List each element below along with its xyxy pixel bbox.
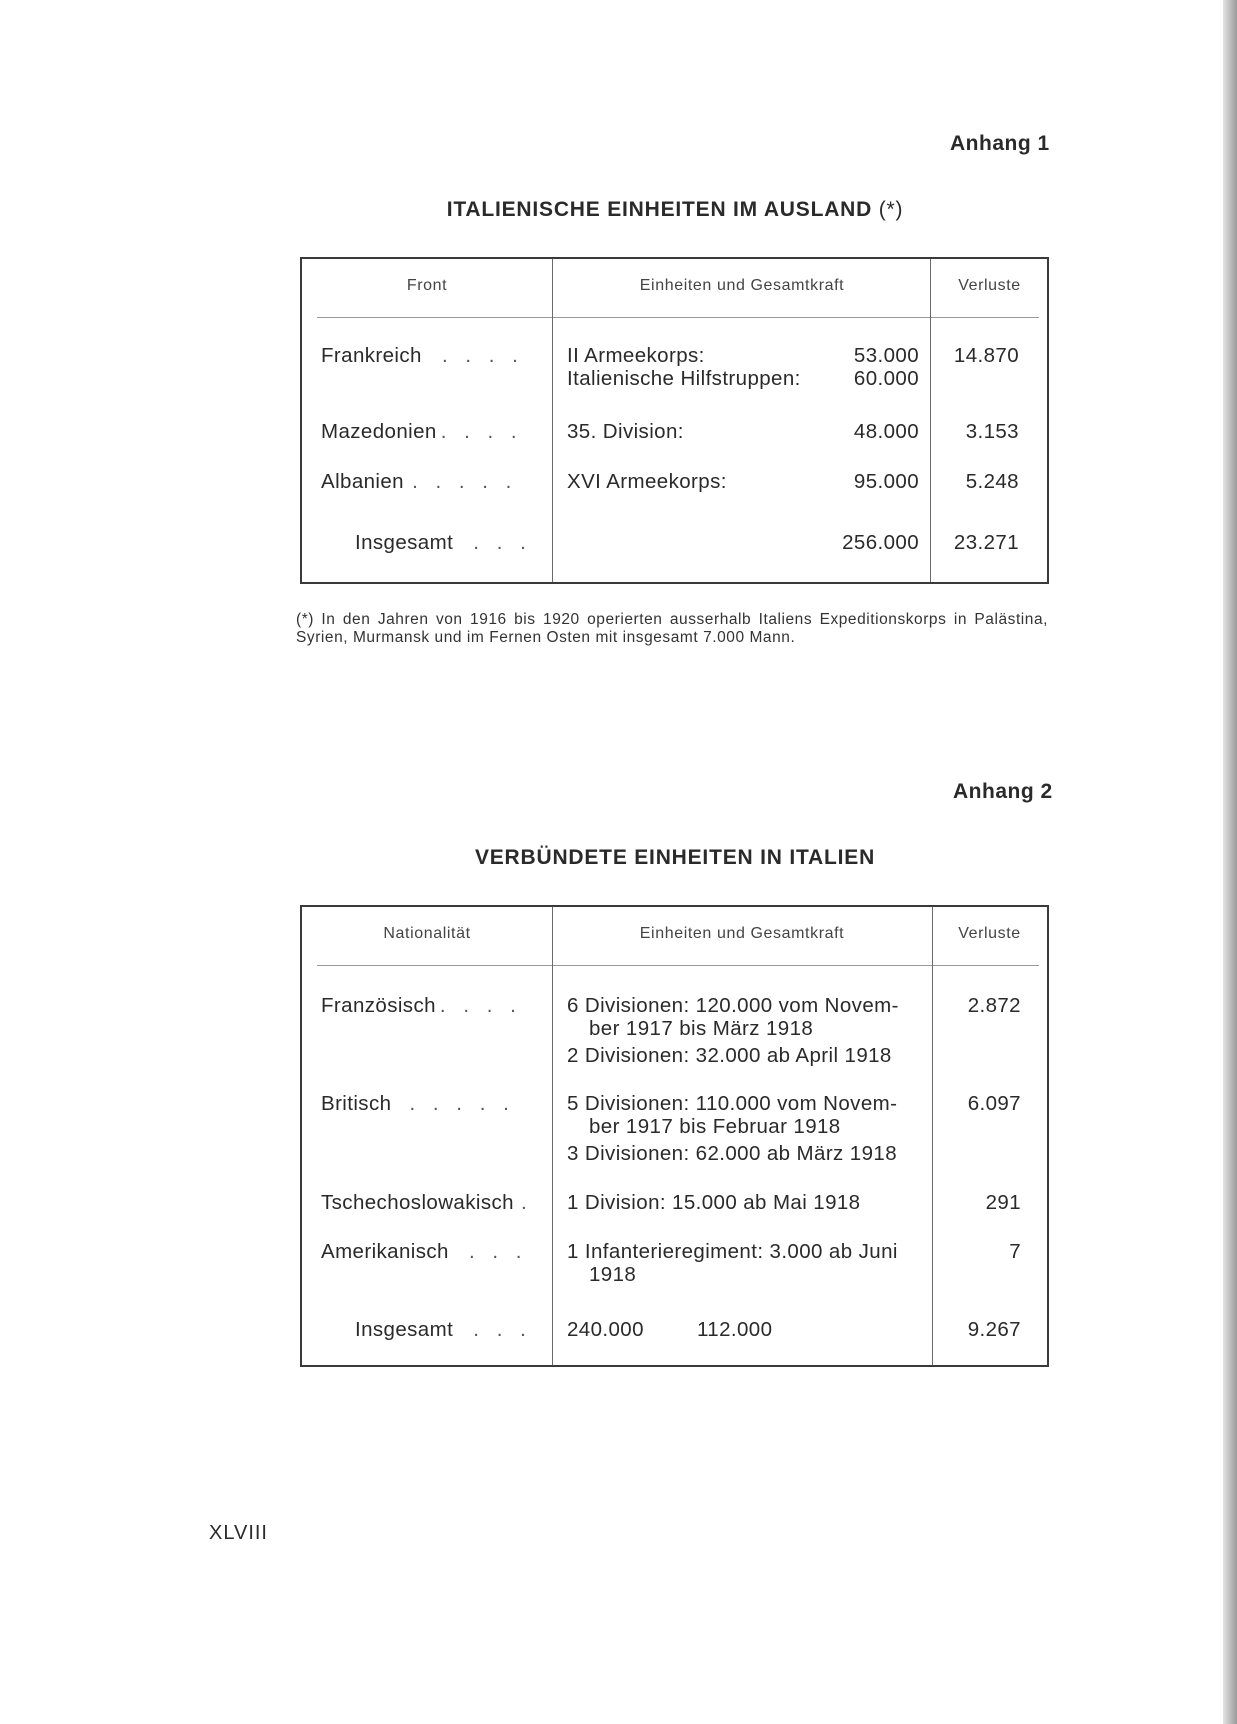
total-label: Insgesamt . . .	[355, 531, 532, 554]
header-losses: Verluste	[958, 277, 1021, 294]
leader-dots: . . . .	[439, 994, 522, 1017]
page-edge-shadow	[1223, 0, 1237, 1724]
leader-dots: . . . .	[441, 344, 524, 367]
unit-strength: 48.000	[853, 420, 919, 443]
appendix-1-table-header	[302, 259, 1047, 317]
losses-value: 7	[1009, 1240, 1021, 1263]
units-line: ber 1917 bis Februar 1918	[589, 1115, 841, 1138]
unit-name: 35. Division:	[567, 420, 684, 443]
appendix-2-label: Anhang 2	[953, 780, 1053, 803]
units-line: 1918	[589, 1263, 637, 1286]
leader-dots: . . . .	[440, 420, 523, 443]
appendix-2-table	[300, 905, 1049, 1367]
total-losses: 9.267	[967, 1318, 1021, 1341]
appendix-1-label: Anhang 1	[950, 132, 1050, 155]
column-divider	[552, 259, 553, 582]
unit-strength: 53.000	[853, 344, 919, 367]
total-strength-a: 240.000	[567, 1318, 644, 1341]
unit-name: II Armeekorps:	[567, 344, 705, 367]
appendix-1-title-footnote-mark: (*)	[878, 198, 904, 221]
losses-value: 6.097	[967, 1092, 1021, 1115]
losses-value: 2.872	[967, 994, 1021, 1017]
appendix-1-title	[300, 198, 1050, 222]
header-losses: Verluste	[958, 925, 1021, 942]
leader-dots: . . . . .	[409, 1092, 515, 1115]
unit-strength: 95.000	[853, 470, 919, 493]
leader-dots: . . .	[468, 1240, 528, 1263]
column-divider	[932, 907, 933, 1365]
unit-strength: 60.000	[853, 367, 919, 390]
units-line: 2 Divisionen: 32.000 ab April 1918	[567, 1044, 892, 1067]
row-front-albanien: Albanien . . . . .	[321, 470, 518, 493]
losses-value: 3.153	[965, 420, 1019, 443]
leader-dots: . . . . .	[412, 470, 518, 493]
row-front-frankreich: Frankreich . . . .	[321, 344, 524, 367]
units-line: 5 Divisionen: 110.000 vom Novem-	[567, 1092, 898, 1115]
row-nationality-amerikanisch: Amerikanisch . . .	[321, 1240, 528, 1263]
header-underline	[317, 965, 1039, 966]
units-line: 1 Infanterieregiment: 3.000 ab Juni	[567, 1240, 898, 1263]
losses-value: 14.870	[953, 344, 1019, 367]
header-front: Front	[406, 277, 448, 294]
column-divider	[930, 259, 931, 582]
leader-dots: . . .	[473, 1318, 532, 1341]
appendix-2-title: VERBÜNDETE EINHEITEN IN ITALIEN	[474, 846, 876, 869]
total-strength: 256.000	[842, 531, 919, 554]
row-nationality-franzoesisch: Französisch . . . .	[321, 994, 522, 1017]
total-strength-b: 112.000	[697, 1318, 773, 1341]
appendix-1-title-text: ITALIENISCHE EINHEITEN IM AUSLAND	[446, 198, 873, 221]
appendix-1-table	[300, 257, 1049, 584]
unit-name: Italienische Hilfstruppen:	[567, 367, 801, 390]
row-nationality-britisch: Britisch . . . . .	[321, 1092, 515, 1115]
unit-name: XVI Armeekorps:	[567, 470, 727, 493]
appendix-1-footnote: (*) In den Jahren von 1916 bis 1920 operierten ausserhalb Italiens Expeditionskorps in Palästina, Syrien, Murmansk und im Fernen Osten mit insgesamt 7.000 Mann.	[296, 611, 1048, 646]
losses-value: 5.248	[965, 470, 1019, 493]
leader-dots: . . .	[473, 531, 532, 554]
total-label: Insgesamt . . .	[355, 1318, 532, 1341]
header-nationality: Nationalität	[383, 925, 471, 942]
header-units: Einheiten und Gesamtkraft	[639, 277, 845, 294]
row-front-mazedonien: Mazedonien . . . .	[321, 420, 523, 443]
header-units: Einheiten und Gesamtkraft	[639, 925, 845, 942]
units-line: ber 1917 bis März 1918	[589, 1017, 814, 1040]
page-number: XLVIII	[209, 1522, 268, 1544]
units-line: 1 Division: 15.000 ab Mai 1918	[567, 1191, 861, 1214]
units-line: 3 Divisionen: 62.000 ab März 1918	[567, 1142, 898, 1165]
total-losses: 23.271	[953, 531, 1019, 554]
appendix-2-table-header	[302, 907, 1047, 965]
column-divider	[552, 907, 553, 1365]
leader-dots: .	[521, 1191, 533, 1214]
units-line: 6 Divisionen: 120.000 vom Novem-	[567, 994, 899, 1017]
losses-value: 291	[985, 1191, 1021, 1214]
row-nationality-tschechoslowakisch: Tschechoslowakisch .	[321, 1191, 533, 1214]
